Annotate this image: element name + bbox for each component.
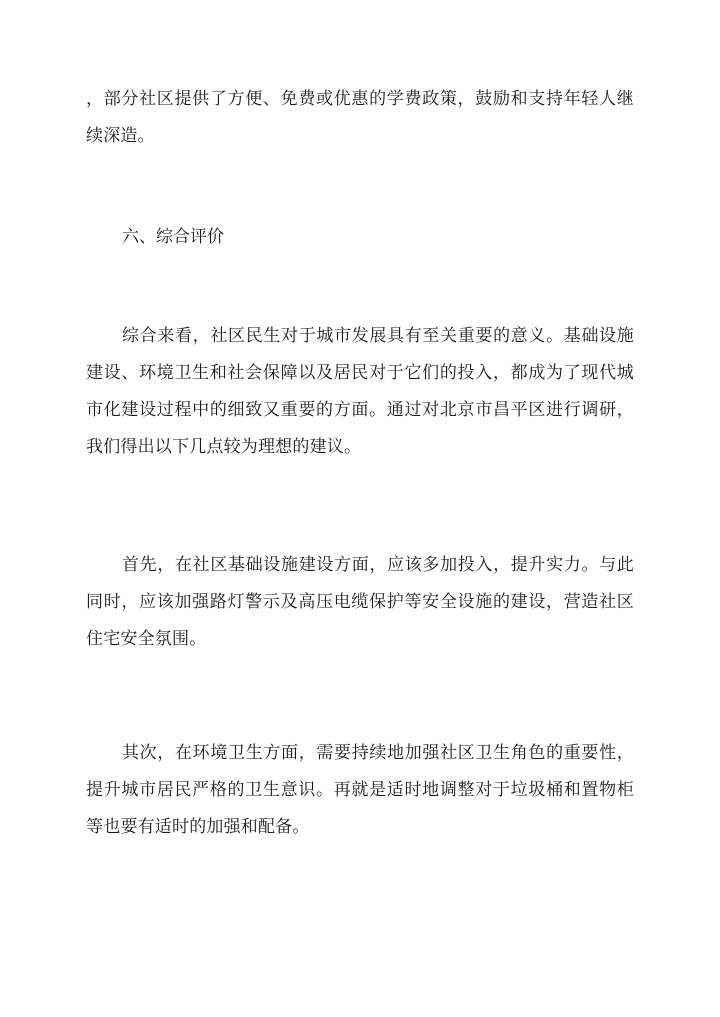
- section-heading: 六、综合评价: [122, 227, 224, 247]
- paragraph-summary: 综合来看，社区民生对于城市发展具有至关重要的意义。基础设施建设、环境卫生和社会保障以及居民对于它们的投入，都成为了现代城市化建设过程中的细致又重要的方面。通过对北京市昌平区进行调研，我们得出以下几点较为理想的建议。: [86, 326, 634, 457]
- paragraph-continuation: ，部分社区提供了方便、免费或优惠的学费政策，鼓励和支持年轻人继续深造。: [86, 89, 634, 146]
- paragraph-first-suggestion: 首先，在社区基础设施建设方面，应该多加投入，提升实力。与此同时，应该加强路灯警示及高压电缆保护等安全设施的建设，营造社区住宅安全氛围。: [86, 555, 634, 649]
- paragraph-second-suggestion: 其次，在环境卫生方面，需要持续地加强社区卫生角色的重要性，提升城市居民严格的卫生意识。再就是适时地调整对于垃圾桶和置物柜等也要有适时的加强和配备。: [86, 743, 634, 837]
